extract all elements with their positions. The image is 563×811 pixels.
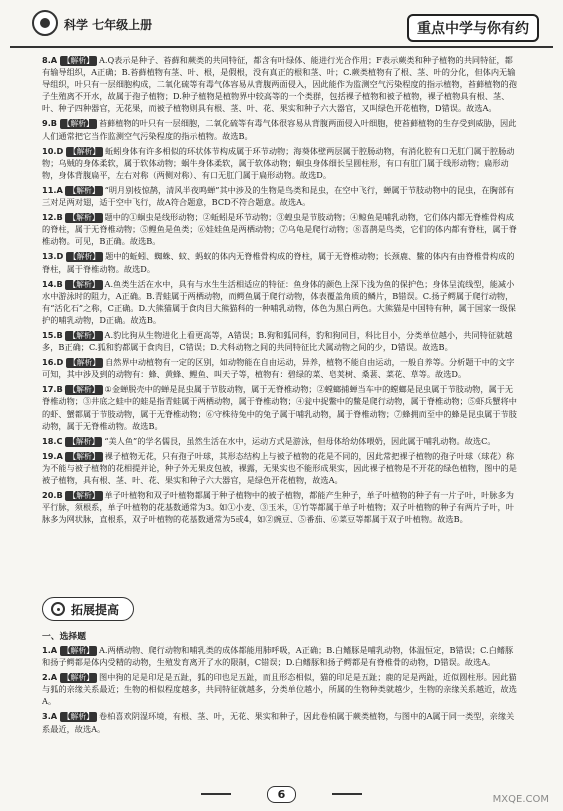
answer-entry [42,278,521,326]
answer-entry [42,211,521,247]
page-header [10,6,553,48]
answer-text: 图中狗的足是印足是五趾，狐的印也足五趾，而且形态相似，猫的印足是五趾；鹿的足是两趾，近似圆柱形。因此猫与狐的亲缘关系最近；生物的相似程度越多，共同特征就越多，分类单位越小，所属的生物种类就越少，生物的亲缘关系越近，故选A。 [42,672,517,707]
footer-line [332,793,362,795]
answer-number: 18.C [42,435,63,446]
answer-entry [42,671,521,707]
answer-number: 10.D [42,145,64,156]
watermark: MXQE.COM [492,794,549,805]
answer-number: 20.B [42,490,63,501]
answer-number: 3.A [42,711,58,722]
answer-entry [42,489,521,525]
page-footer [235,785,328,803]
answer-entry [42,145,521,181]
analysis-tag: 【解析】 [60,119,97,129]
analysis-tag: 【解析】 [60,56,97,66]
analysis-tag: 【解析】 [60,646,97,656]
analysis-tag: 【解析】 [60,712,97,722]
answer-text: 题中的蚯蚓、蜘蛛、蚊、蚂蚁的体内无脊椎骨构成的脊柱，属于无脊椎动物；长颈鹿、鳖的体内有由脊椎骨构成的脊柱，属于脊椎动物。故选D。 [42,251,515,274]
answer-text: 蚯蚓身体有许多相似的环状体节构成属于环节动物；海葵体壁两层属于腔肠动物，有消化腔有口无肛门属于腔肠动物；乌贼的身体柔软，属于软体动物；蜗牛身体柔软，属于软体动物；蛔虫身体细长呈圆柱形，有口有肛门属于线形动物；扁形动物，身体背腹扁平，左右对称（两侧对称）、有口无肛门属于扁形动物。故选D。 [42,145,515,180]
answer-entry [42,644,521,668]
answer-text: A.两栖动物、爬行动物和哺乳类的成体都能用肺呼吸，A正确；B.白鳍豚是哺乳动物，体温恒定，B错误；C.白鳍豚和扬子鳄都是体内受精的动物，生殖发育离开了水的限制，C错误；D.白鳍豚和扬子鳄都是有脊椎骨的动物，D错误。故选A。 [42,645,514,668]
answers-block [42,54,521,528]
answer-text: ①金蝉脱壳中的蝉是昆虫属于节肢动物，属于无脊椎动物；②螳螂捕蝉当车中的螳螂是昆虫属于节肢动物，属于无脊椎动物；③井底之蛙中的蛙是指青蛙属于两栖动物，属于脊椎动物；④瓮中捉鳖中的鳖是爬行动物，属于脊椎动物；⑤虾兵蟹将中的虾、蟹都属于节肢动物，属于无脊椎动物；⑥守株待兔中的兔子属于哺乳动物，属于脊椎动物；⑦蜂拥而至中的蜂是昆虫属于节肢动物，属于无脊椎动物。故选B。 [42,384,517,431]
answer-number: 2.A [42,672,58,683]
answer-number: 14.B [42,278,63,289]
analysis-tag: 【解析】 [65,385,102,395]
answer-number: 1.A [42,645,58,655]
footer-line [201,793,231,795]
answer-number: 16.D [42,357,64,368]
analysis-tag: 【解析】 [65,280,102,290]
answer-text: “美人鱼”的学名儒艮，虽然生活在水中，运动方式是游泳，但母体给幼体喂奶，因此属于哺乳动物。故选C。 [104,435,496,446]
answer-number: 8.A [42,55,58,65]
answer-entry [42,54,521,114]
answer-entry [42,383,521,431]
answer-number: 19.A [42,450,63,461]
answer-number: 17.B [42,384,63,395]
answer-number: 11.A [42,184,63,195]
logo-icon [32,10,58,36]
analysis-tag: 【解析】 [66,358,103,368]
answer-number: 15.B [42,329,63,340]
page-number: 6 [267,786,297,803]
subject-label: 科学 七年级上册 [64,18,153,32]
answer-text: 裸子植物无花，只有孢子叶球，其形态结构上与被子植物的花是不同的，因此常把裸子植物的孢子叶球（球花）称为不能与被子植物的花相提并论，种子外无果皮包被，裸露，无果实也不能形成果实，因此裸子植物是不开花的绿色植物，图中的是被子植物，具有根、茎、叶、花、果实和种子六大器官，是绿色开花植物，故选A。 [42,450,517,485]
analysis-tag: 【解析】 [66,252,103,262]
brand-title: 重点中学与你有约 [407,14,539,42]
analysis-tag: 【解析】 [60,673,97,683]
answer-entry [42,250,521,274]
answer-number: 12.B [42,212,63,223]
answer-text: 卷柏喜欢阴湿环境，有根、茎、叶，无花、果实和种子，因此卷柏属于蕨类植物，与图中的A属于同一类型，亲缘关系最近，故选A。 [42,711,515,734]
answer-text: 题中的①蛔虫是线形动物；②蚯蚓是环节动物；③蝗虫是节肢动物；④鲸鱼是哺乳动物，它们体内都无脊椎骨构成的脊柱，属于无脊椎动物；⑤鲤鱼是鱼类；⑥娃娃鱼是两栖动物；⑦乌龟是爬行动物；⑧喜鹊是鸟类，它们的体内都有脊柱，属于脊椎动物。可见，B正确。故选B。 [42,212,517,247]
analysis-tag: 【解析】 [65,186,102,196]
analysis-tag: 【解析】 [65,213,102,223]
answer-entry [42,356,521,380]
answer-text: A.豹比狗从生物进化上看更高等，A错误；B.狗和狐同科，豹和狗同目，科比目小，分类单位越小，共同特征就越多，B正确；C.狐和豹都属于食肉目，C错误；D.犬科动物之间的共同特征比犬属动物之间的少，D错误。故选B。 [42,329,513,353]
answer-number: 13.D [42,251,64,262]
answer-text: 自然界中动植物有一定的区别，如动物能在自由运动，异养，植物不能自由运动，一般自养等。分析题干中的文字可知，其中涉及到的动物有：蜂、黄蜂、鲤鱼、叫天子等，植物有：碧绿的菜、皂荚树、桑葚、菜花、草等。故选D。 [42,357,515,380]
answer-entry [42,450,521,486]
answer-text: A.Q表示是种子、苔藓和蕨类的共同特征，都含有叶绿体、能进行光合作用；F表示蕨类和种子植物的共同特征，都有输导组织，A正确；B.苔藓植物有茎、叶、根，是假根，没有真正的根和茎、叶；C.蕨类植物有了根、茎、叶的分化，但体内无输导组织，叶只有一层细胞构成，二氧化硫等有毒气体容易从背腹两面侵入，因此能作为监测空气污染程度的指示植物，苔藓植物的孢子生殖离不开水，故属于孢子植物；D.种子植物是植物界中较高等的一个类群，包括裸子植物和被子植物，裸子植物具有根、茎、叶、种子四种器官，无花果，而被子植物则具有根、茎、叶、花、果实和种子六大器官，又叫绿色开花植物，D错误。故选A。 [42,55,517,114]
answer-entry [42,117,521,141]
section-title: 拓展提高 [71,602,120,617]
section-subheading: 一、选择题 [42,632,86,642]
analysis-tag: 【解析】 [65,331,102,341]
analysis-tag: 【解析】 [66,147,103,157]
analysis-tag: 【解析】 [65,491,102,501]
answers-block-2 [42,644,521,738]
magnifier-icon [51,602,65,616]
answer-entry [42,710,521,734]
analysis-tag: 【解析】 [65,437,102,447]
analysis-tag: 【解析】 [65,452,102,462]
answer-text: 单子叶植物和双子叶植物都属于种子植物中的被子植物，都能产生种子，单子叶植物的种子有一片子叶，叶脉多为平行脉，须根系，单子叶植物的花基数通常为3。如①小麦、③玉米，①竹等都属于单子叶植物；双子叶植物的种子有两片子叶，叶脉多为网状脉，直根系，双子叶植物的花基数通常为5或4，如②豌豆、⑤番茄、⑥菜豆等都属于双子叶植物。故选B。 [42,490,514,525]
answer-entry [42,184,521,208]
answer-entry [42,435,521,447]
section-banner [42,597,134,621]
answer-number: 9.B [42,118,58,129]
answer-text: A.鱼类生活在水中，具有与水生生活相适应的特征：鱼身体的颜色上深下浅为鱼的保护色；身体呈流线型，能减小水中游泳时的阻力，A正确。B.青蛙属于两栖动物，而鳄鱼属于爬行动物，体表覆盖角质的鳞片，B错误。C.扬子鳄属于爬行动物，有“活化石”之称，C正确。D.大熊猫属于食肉目大熊猫科的一种哺乳动物，体色为黑白两色。大熊猫是中国特有种，属于国家一级保护的哺乳动物，D正确。故选B。 [42,278,516,325]
answer-entry [42,329,521,353]
answer-text: 苔藓植物的叶只有一层细胞，二氧化硫等有毒气体很容易从背腹两面侵入叶细胞，使苔藓植物的生存受到威胁，因此人们通常把它当作监测空气污染程度的指示植物。故选B。 [42,118,517,141]
answer-text: “明月别枝惊鹊，清风半夜鸣蝉”其中涉及的生物是鸟类和昆虫，在空中飞行，蝉属于节肢动物中的昆虫，在胸部有三对足两对翅，适于空中飞行，故A符合题意，BCD不符合题意。故选A。 [42,184,515,208]
